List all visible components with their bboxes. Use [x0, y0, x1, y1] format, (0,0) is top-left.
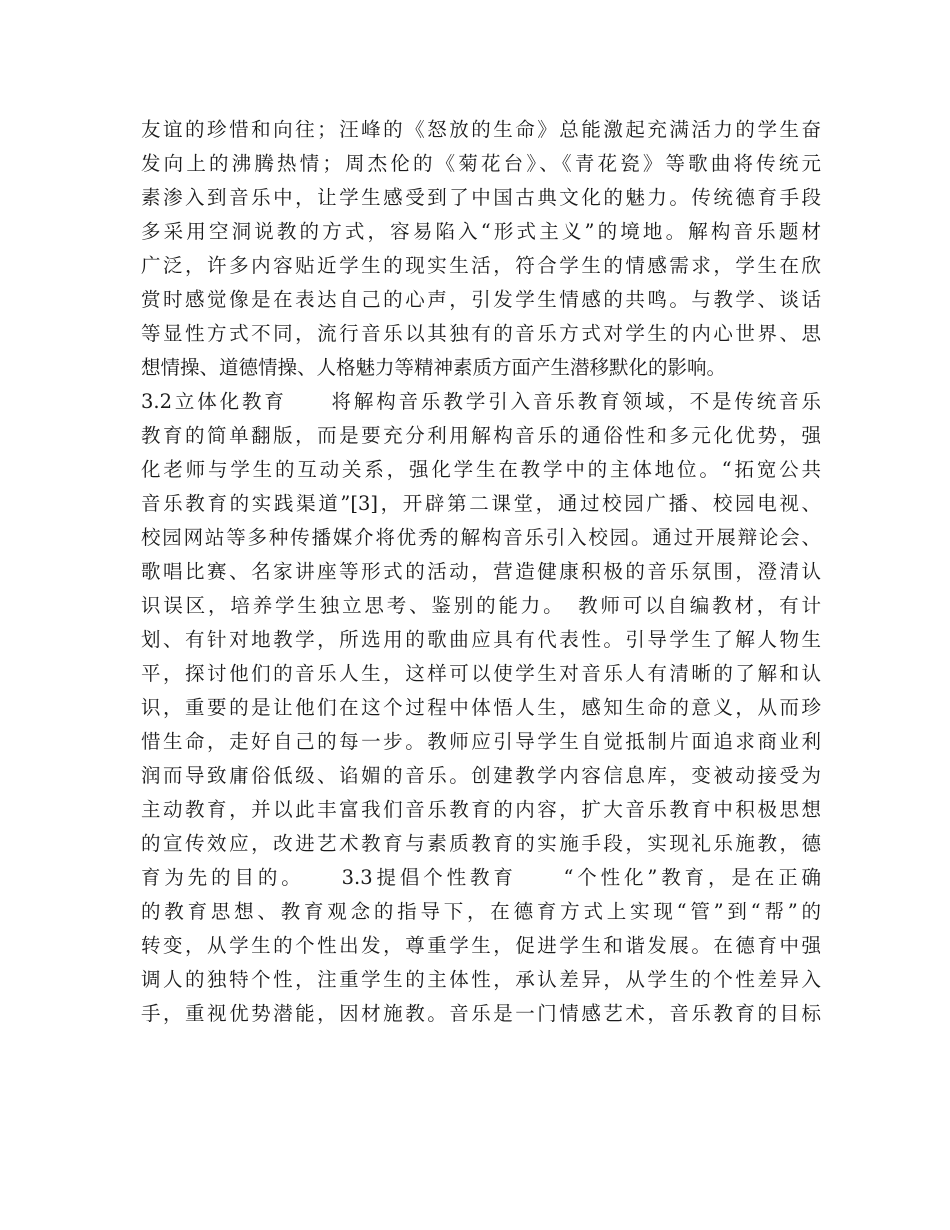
text-line: 转变，从学生的个性出发，尊重学生，促进学生和谐发展。在德育中强 [141, 934, 821, 957]
text-line: 润而导致庸俗低级、谄媚的音乐。创建教学内容信息库，变被动接受为 [141, 764, 821, 787]
text-line: 识，重要的是让他们在这个过程中体悟人生，感知生命的意义，从而珍 [141, 696, 821, 719]
text-line: 多采用空洞说教的方式，容易陷入“形式主义”的境地。解构音乐题材 [141, 220, 821, 243]
text-line: 划、有针对地教学，所选用的歌曲应具有代表性。引导学生了解人物生 [141, 628, 821, 651]
text-line: 主动教育，并以此丰富我们音乐教育的内容，扩大音乐教育中积极思想 [141, 798, 821, 821]
body-text [141, 113, 821, 1031]
text-line: 识误区，培养学生独立思考、鉴别的能力。 教师可以自编教材，有计 [141, 594, 821, 617]
text-line: 等显性方式不同，流行音乐以其独有的音乐方式对学生的内心世界、思 [141, 322, 821, 345]
text-line: 发向上的沸腾热情；周杰伦的《菊花台》、《青花瓷》等歌曲将传统元 [141, 152, 821, 175]
text-line: 手，重视优势潜能，因材施教。音乐是一门情感艺术，音乐教育的目标 [141, 1002, 821, 1025]
text-line: 的教育思想、教育观念的指导下，在德育方式上实现“管”到“帮”的 [141, 900, 821, 923]
text-line: 平，探讨他们的音乐人生，这样可以使学生对音乐人有清晰的了解和认 [141, 662, 821, 685]
text-line: 调人的独特个性，注重学生的主体性，承认差异，从学生的个性差异入 [141, 968, 821, 991]
text-line: 歌唱比赛、名家讲座等形式的活动，营造健康积极的音乐氛围，澄清认 [141, 560, 821, 583]
section-heading-line: 育为先的目的。 3.3提倡个性教育 “个性化”教育，是在正确 [141, 866, 821, 889]
text-line: 友谊的珍惜和向往；汪峰的《怒放的生命》总能激起充满活力的学生奋 [141, 118, 821, 141]
text-line: 音乐教育的实践渠道”[3]，开辟第二课堂，通过校园广播、校园电视、 [141, 492, 821, 515]
text-line: 素渗入到音乐中，让学生感受到了中国古典文化的魅力。传统德育手段 [141, 186, 821, 209]
text-line: 广泛，许多内容贴近学生的现实生活，符合学生的情感需求，学生在欣 [141, 254, 821, 277]
section-heading-line: 3.2立体化教育 将解构音乐教学引入音乐教育领域，不是传统音乐 [141, 390, 821, 413]
text-line: 想情操、道德情操、人格魅力等精神素质方面产生潜移默化的影响。 [141, 356, 727, 379]
text-line: 赏时感觉像是在表达自己的心声，引发学生情感的共鸣。与教学、谈话 [141, 288, 821, 311]
text-line: 化老师与学生的互动关系，强化学生在教学中的主体地位。“拓宽公共 [141, 458, 821, 481]
text-line: 惜生命，走好自己的每一步。教师应引导学生自觉抵制片面追求商业利 [141, 730, 821, 753]
text-line: 校园网站等多种传播媒介将优秀的解构音乐引入校园。通过开展辩论会、 [141, 526, 821, 549]
text-line: 教育的简单翻版，而是要充分利用解构音乐的通俗性和多元化优势，强 [141, 424, 821, 447]
text-line: 的宣传效应，改进艺术教育与素质教育的实施手段，实现礼乐施教，德 [141, 832, 821, 855]
